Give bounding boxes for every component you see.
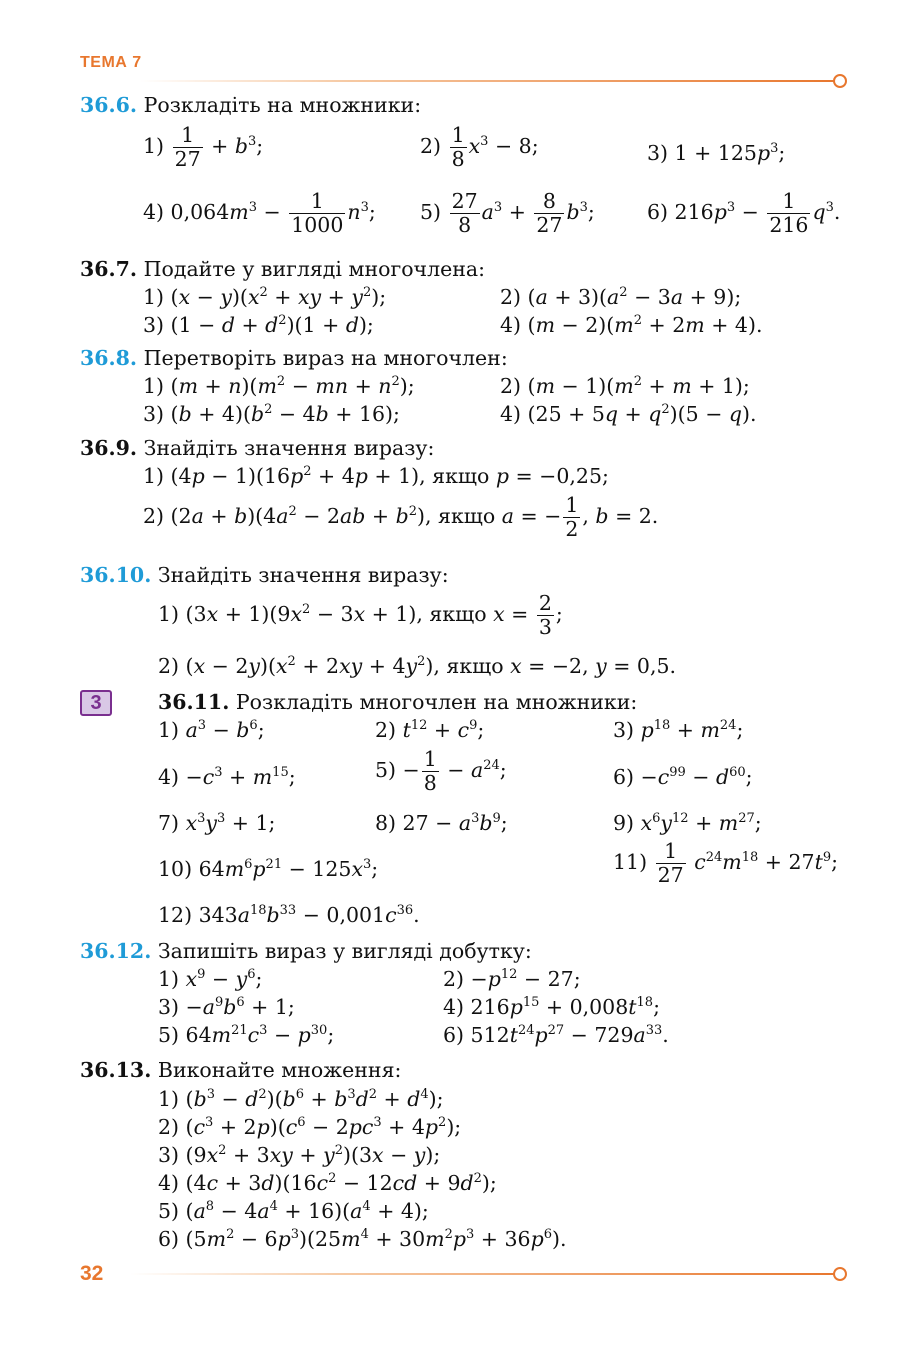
task-text: Перетворіть вираз на многочлен: (143, 346, 508, 370)
task-36-12-item-3: $3) -a^9b^6 + 1$; (158, 995, 295, 1019)
task-36-6-item-4: 4) $0,064m^3$ − $\frac{1}{1000}$ $n^3$; (143, 189, 376, 237)
task-36-8-item-2: 2) $(m - 1)(m^2 + m + 1)$; (500, 374, 750, 398)
task-36-13-item-1: 1) $(b^3 - d^2)(b^6 + b^3d^2 + d^4)$; (158, 1087, 444, 1111)
task-36-8-item-4: 4) $(25 + 5q + q^2)(5 - q)$. (500, 402, 757, 426)
task-36-12-item-5: 5) $64m^{21}c^3 - p^{30}$; (158, 1023, 335, 1047)
task-number: 36.13. (80, 1058, 152, 1082)
task-36-11-item-6: $6) -c^{99} - d^{60}$; (613, 765, 753, 789)
task-number: 36.10. (80, 563, 152, 587)
task-text: Знайдіть значення виразу: (143, 436, 435, 460)
task-text: Розкладіть на множники: (143, 93, 422, 117)
task-36-13-heading (80, 1058, 401, 1082)
task-text: Знайдіть значення виразу: (157, 563, 449, 587)
task-36-11-item-5: 5) − $\frac{1}{8}$ − $a^{24}$; (375, 747, 507, 795)
topic-header: ТЕМА 7 (80, 54, 142, 71)
task-36-8-heading (80, 346, 508, 370)
task-36-9-item-1: 1) $(4p - 1)(16p^2 + 4p + 1)$, якщо p = −0,25; (143, 464, 609, 488)
task-36-9-heading (80, 436, 434, 460)
task-36-10-heading (80, 563, 449, 587)
task-36-11-item-2: 2) $t^{12} + c^9$; (375, 718, 485, 742)
task-36-8-item-1: 1) $(m + n)(m^2$ − mn + $n^2$); (143, 374, 415, 398)
task-36-13-item-6: 6) $(5m^2 - 6p^3)(25m^4 + 30m^2p^3 + 36p^6)$. (158, 1227, 567, 1251)
task-number: 36.12. (80, 939, 152, 963)
task-text: Виконайте множення: (157, 1058, 402, 1082)
task-36-11-item-7: 7) $x^3y^3 + 1$; (158, 811, 276, 835)
task-36-11-item-3: 3) $p^{18} + m^{24}$; (613, 718, 744, 742)
task-36-13-item-5: 5) $(a^8 - 4a^4 + 16)(a^4 + 4)$; (158, 1199, 429, 1223)
task-36-11-item-10: 10) $64m^6p^{21} - 125x^3$; (158, 857, 379, 881)
footer-rule (130, 1273, 836, 1275)
task-36-11-item-4: $4) -c^3 + m^{15}$; (158, 765, 296, 789)
task-36-12-item-6: 6) $512t^{24}p^{27} - 729a^{33}$. (443, 1023, 669, 1047)
task-36-11-item-9: 9) $x^6y^{12} + m^{27}$; (613, 811, 762, 835)
task-36-6-item-1: 1) $\frac{1}{27}$ + $b^3$; (143, 123, 264, 171)
task-36-12-item-1: 1) $x^9 - y^6$; (158, 967, 263, 991)
task-36-12-item-4: 4) $216p^{15} + 0,008t^{18}$; (443, 995, 660, 1019)
task-text: Подайте у вигляді многочлена: (143, 257, 486, 281)
task-36-11-item-1: 1) $a^3 - b^6$; (158, 718, 265, 742)
task-number: 36.8. (80, 346, 138, 370)
difficulty-level-badge: 3 (80, 690, 112, 716)
task-36-11-heading (158, 690, 637, 714)
page-number: 32 (80, 1262, 104, 1285)
task-number: 36.7. (80, 257, 138, 281)
task-36-7-item-3: 3) $(1 - d + d^2)(1 + d)$; (143, 313, 374, 337)
task-36-7-item-1: 1) $(x - y)(x^2$ + xy + $y^2$); (143, 285, 387, 309)
task-36-8-item-3: 3) $(b + 4)(b^2 - 4b + 16)$; (143, 402, 400, 426)
header-rule (140, 80, 836, 82)
task-36-13-item-4: 4) $(4c + 3d)(16c^2 - 12cd + 9d^2)$; (158, 1171, 497, 1195)
task-text: Запишіть вираз у вигляді добутку: (157, 939, 532, 963)
task-36-13-item-2: 2) $(c^3 + 2p)(c^6 - 2pc^3 + 4p^2)$; (158, 1115, 462, 1139)
task-36-11-item-11: 11) $\frac{1}{27}$ $c^{24}m^{18} + 27t^9$; (613, 839, 839, 887)
task-36-6-item-6: 6) $216p^3$ − $\frac{1}{216}$ $q^3$. (647, 189, 841, 237)
header-rule-end-circle (833, 74, 847, 88)
task-36-12-item-2: $2) -p^{12} - 27$; (443, 967, 581, 991)
task-text: Розкладіть многочлен на множники: (235, 690, 638, 714)
task-36-6-item-3: 3) $1 + 125p^3$; (647, 141, 786, 165)
task-36-7-heading (80, 257, 485, 281)
task-36-6-item-5: 5) $\frac{27}{8}$ $a^3$ + $\frac{8}{27}$ $b^3$; (420, 189, 595, 237)
task-36-7-item-2: 2) $(a + 3)(a^2 - 3a + 9)$; (500, 285, 742, 309)
task-number: 36.9. (80, 436, 138, 460)
task-36-12-heading (80, 939, 532, 963)
task-36-11-item-8: 8) $27 - a^3b^9$; (375, 811, 508, 835)
task-36-10-item-2: 2) $(x - 2y)(x^2 + 2xy + 4y^2)$, якщо x = −2, y = 0,5. (158, 654, 677, 678)
task-36-6-item-2: 2) $\frac{1}{8}$ $x^3 - 8$; (420, 123, 539, 171)
task-number: 36.6. (80, 93, 138, 117)
task-36-13-item-3: 3) $(9x^2 + 3xy + y^2)(3x - y)$; (158, 1143, 441, 1167)
task-36-11-item-12: 12) $343a^{18}b^{33} - 0,001c^{36}$. (158, 903, 420, 927)
task-36-9-item-2: 2) $(2a + b)(4a^2 - 2ab + b^2)$, якщо a = − $\frac{1}{2}$ , b = 2. (143, 493, 659, 541)
footer-rule-end-circle (833, 1267, 847, 1281)
task-36-7-item-4: 4) $(m - 2)(m^2 + 2m + 4)$. (500, 313, 763, 337)
task-36-6-heading (80, 93, 421, 117)
task-number: 36.11. (158, 690, 230, 714)
task-36-10-item-1: 1) $(3x + 1)(9x^2 - 3x + 1)$, якщо x = $\frac{2}{3}$ ; (158, 591, 563, 639)
